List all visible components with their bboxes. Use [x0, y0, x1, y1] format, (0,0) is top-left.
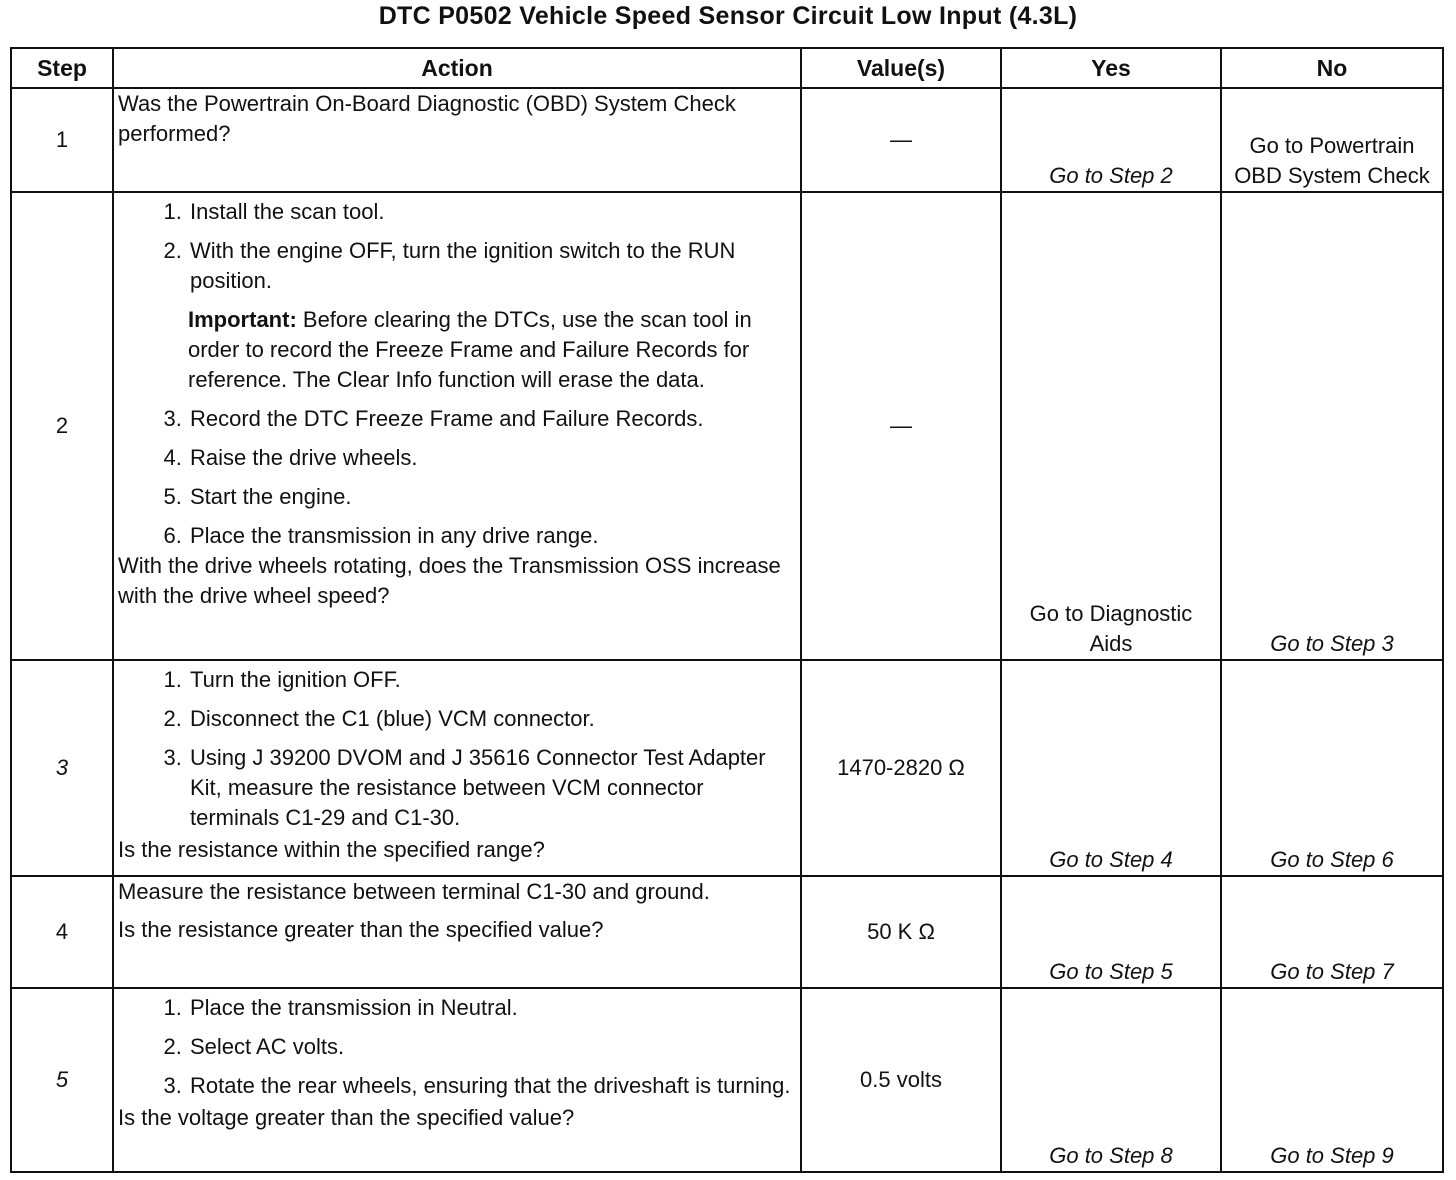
- action-question: Is the voltage greater than the specified value?: [118, 1105, 575, 1130]
- action-step: 2. Select AC volts.: [188, 1032, 796, 1062]
- action-step: 3. Using J 39200 DVOM and J 35616 Connector Test Adapter Kit, measure the resistance between VCM connector terminals C1-29 and C1-30.: [188, 743, 796, 833]
- action-step: 2. With the engine OFF, turn the ignition switch to the RUN position.: [188, 236, 796, 296]
- action-step: 5. Start the engine.: [188, 482, 796, 512]
- yes-cell: Go to Step 8: [1001, 988, 1221, 1172]
- table-row: [11, 876, 1443, 988]
- header-row: [11, 48, 1443, 88]
- value-cell: 1470-2820 Ω: [801, 660, 1001, 876]
- header-step: Step: [11, 48, 113, 88]
- action-step: 1. Turn the ignition OFF.: [188, 665, 796, 695]
- yes-cell: Go to Step 2: [1001, 88, 1221, 192]
- value-cell: —: [801, 88, 1001, 192]
- value-cell: 0.5 volts: [801, 988, 1001, 1172]
- action-cell: [113, 660, 801, 876]
- action-step: 6. Place the transmission in any drive range.: [188, 521, 796, 551]
- action-question: With the drive wheels rotating, does the Transmission OSS increase with the drive wheel speed?: [118, 553, 781, 608]
- value-cell: 50 K Ω: [801, 876, 1001, 988]
- action-question: Is the resistance within the specified range?: [118, 837, 545, 862]
- diagnostic-table: [10, 47, 1444, 1173]
- action-cell: [113, 88, 801, 192]
- header-values: Value(s): [801, 48, 1001, 88]
- page-title: DTC P0502 Vehicle Speed Sensor Circuit Low Input (4.3L): [378, 2, 1078, 30]
- header-yes: Yes: [1001, 48, 1221, 88]
- action-text: Measure the resistance between terminal C1-30 and ground.: [118, 879, 710, 904]
- step-number: 5: [11, 988, 113, 1172]
- action-step: 3. Rotate the rear wheels, ensuring that the driveshaft is turning.: [188, 1071, 796, 1101]
- action-step: 4. Raise the drive wheels.: [188, 443, 796, 473]
- important-label: Important:: [188, 307, 297, 332]
- action-question: Is the resistance greater than the specified value?: [118, 917, 604, 942]
- step-number: 1: [11, 88, 113, 192]
- yes-cell: Go to Step 4: [1001, 660, 1221, 876]
- important-text: Before clearing the DTCs, use the scan tool in order to record the Freeze Frame and Failure Records for reference. The Clear Info function will erase the data.: [188, 307, 752, 392]
- action-step: 1. Install the scan tool.: [188, 197, 796, 227]
- no-cell: Go to Step 6: [1221, 660, 1443, 876]
- step-number: 4: [11, 876, 113, 988]
- important-note: [188, 305, 796, 395]
- action-step: 2. Disconnect the C1 (blue) VCM connector.: [188, 704, 796, 734]
- action-cell: [113, 988, 801, 1172]
- action-cell: [113, 192, 801, 660]
- action-steps: [118, 993, 796, 1101]
- no-cell: Go to Powertrain OBD System Check: [1221, 88, 1443, 192]
- table-row: [11, 88, 1443, 192]
- no-cell: Go to Step 9: [1221, 988, 1443, 1172]
- table-row: [11, 988, 1443, 1172]
- action-question: Was the Powertrain On-Board Diagnostic (OBD) System Check performed?: [118, 91, 736, 146]
- table-row: [11, 660, 1443, 876]
- action-steps: [118, 404, 796, 551]
- action-steps: [118, 197, 796, 296]
- no-cell: Go to Step 7: [1221, 876, 1443, 988]
- step-number: 2: [11, 192, 113, 660]
- action-cell: [113, 876, 801, 988]
- action-step: 3. Record the DTC Freeze Frame and Failure Records.: [188, 404, 796, 434]
- step-number: 3: [11, 660, 113, 876]
- value-cell: —: [801, 192, 1001, 660]
- action-steps: [118, 665, 796, 833]
- table-row: [11, 192, 1443, 660]
- yes-cell: Go to Step 5: [1001, 876, 1221, 988]
- yes-cell: Go to Diagnostic Aids: [1001, 192, 1221, 660]
- action-step: 1. Place the transmission in Neutral.: [188, 993, 796, 1023]
- header-action: Action: [113, 48, 801, 88]
- no-cell: Go to Step 3: [1221, 192, 1443, 660]
- header-no: No: [1221, 48, 1443, 88]
